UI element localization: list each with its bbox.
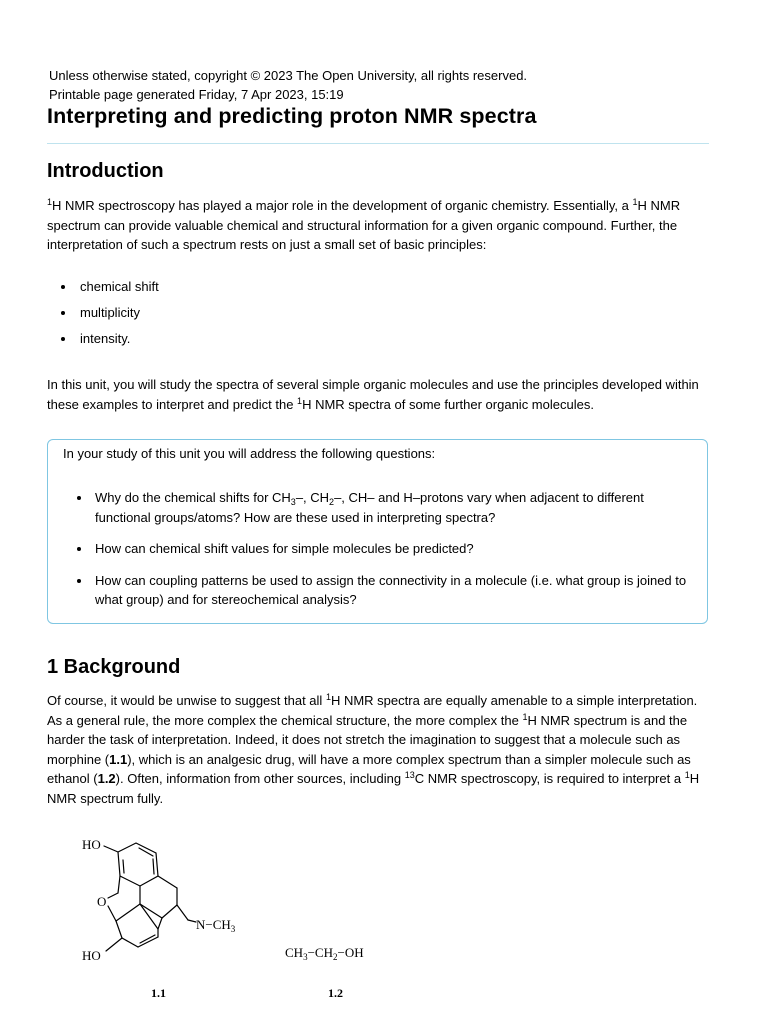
superscript: 1 [632,197,638,207]
atom: CH [212,917,231,932]
list-item [61,303,159,323]
subscript: 2 [332,952,338,962]
morphine-structure [104,843,196,951]
text-run: H NMR spectrum is and the harder the task of interpretation. Indeed, it does not stretch the imagination to suggest that a molecule such as morphine ( [47,712,688,767]
superscript: 1 [684,770,690,780]
list-item-text: intensity. [80,331,131,346]
text-run: H NMR spectrum fully. [47,771,700,806]
bullet-icon [61,311,65,315]
generated-date: Printable page generated Friday, 7 Apr 2023, 15:19 [49,87,344,102]
text-run: ), which is an analgesic drug, will have a more complex spectrum than a simpler molecule such as ethanol ( [47,751,691,786]
list-item-text: multiplicity [80,305,140,320]
atom: CH [314,945,333,960]
intro-paragraph-2 [47,375,713,414]
ho-label: HO [82,948,101,963]
intro-paragraph-1 [47,196,713,255]
compound-ref: 1.2 [97,771,116,786]
text-run: ). Often, information from other sources, including [115,771,405,786]
superscript: 1 [325,692,331,702]
list-item [61,277,159,297]
text-run: Of course, it would be unwise to suggest that all [47,693,326,708]
ho-label: HO [82,837,101,852]
nitrogen-methyl-label [196,917,236,934]
list-item-text: How can chemical shift values for simple molecules be predicted? [95,541,474,556]
background-paragraph [47,691,713,808]
bullet-icon [77,547,81,551]
oxygen-label: O [97,894,107,909]
atom: CH [285,945,304,960]
superscript: 1 [297,395,303,406]
list-item [77,539,687,559]
list-item-text: chemical shift [80,279,159,294]
subscript: 3 [230,924,236,934]
page-meta [49,66,527,104]
text-run: –, CH– and H–protons vary when adjacent to different functional groups/atoms? How are these used in interpreting spectra? [95,490,644,525]
ethanol-structure [285,945,364,962]
superscript: 1 [47,197,53,207]
list-item [61,329,159,349]
learning-outcomes-box [47,439,708,624]
section-heading-introduction: Introduction [47,160,164,182]
text-run: C NMR spectroscopy, is required to interpret a [414,771,685,786]
list-item-text: How can coupling patterns be used to assign the connectivity in a molecule (i.e. what group is joined to what group) and for stereochemical analysis? [95,572,687,607]
bullet-icon [61,285,65,289]
section-heading-background: 1 Background [47,656,181,678]
bullet-icon [77,496,81,500]
box-intro: In your study of this unit you will address the following questions: [63,446,436,461]
bullet-icon [61,337,65,341]
compound-number: 1.2 [328,986,343,1000]
page-title: Interpreting and predicting proton NMR spectra [47,104,537,128]
text-run: In this unit, you will study the spectra of several simple organic molecules and use the principles developed within these examples to interpret and predict the [47,377,699,412]
principles-list [61,277,159,349]
compound-ref: 1.1 [109,751,128,767]
bullet-icon [77,579,81,583]
bond: − [337,945,345,960]
subscript: 3 [290,497,296,507]
compound-number: 1.1 [151,986,166,1000]
text-run: H NMR spectrum can provide valuable chemical and structural information for a given organic compound. Further, the interpretation of such a spectrum rests on just a small set of basic principles: [47,198,681,252]
atom: N [196,917,206,932]
superscript: 1 [522,711,528,722]
questions-list [77,488,687,610]
atom: OH [344,945,364,960]
superscript: 13 [404,770,415,780]
text-run: –, CH [295,490,330,505]
structure-figure [0,820,768,1024]
text-run: H NMR spectra of some further organic molecules. [302,396,594,412]
subscript: 3 [303,952,308,962]
title-divider [47,143,709,144]
list-item [77,488,687,527]
subscript: 2 [329,497,335,507]
text-run: H NMR spectra are equally amenable to a simple interpretation. As a general rule, the more complex the chemical structure, the more complex the [47,693,698,728]
bond: − [307,945,315,960]
bond: − [205,917,213,932]
copyright-notice: Unless otherwise stated, copyright © 2023 The Open University, all rights reserved. [49,68,528,83]
list-item [77,571,687,610]
text-run: Why do the chemical shifts for CH [95,490,291,505]
text-run: H NMR spectroscopy has played a major role in the development of organic chemistry. Essentially, a [52,198,633,213]
